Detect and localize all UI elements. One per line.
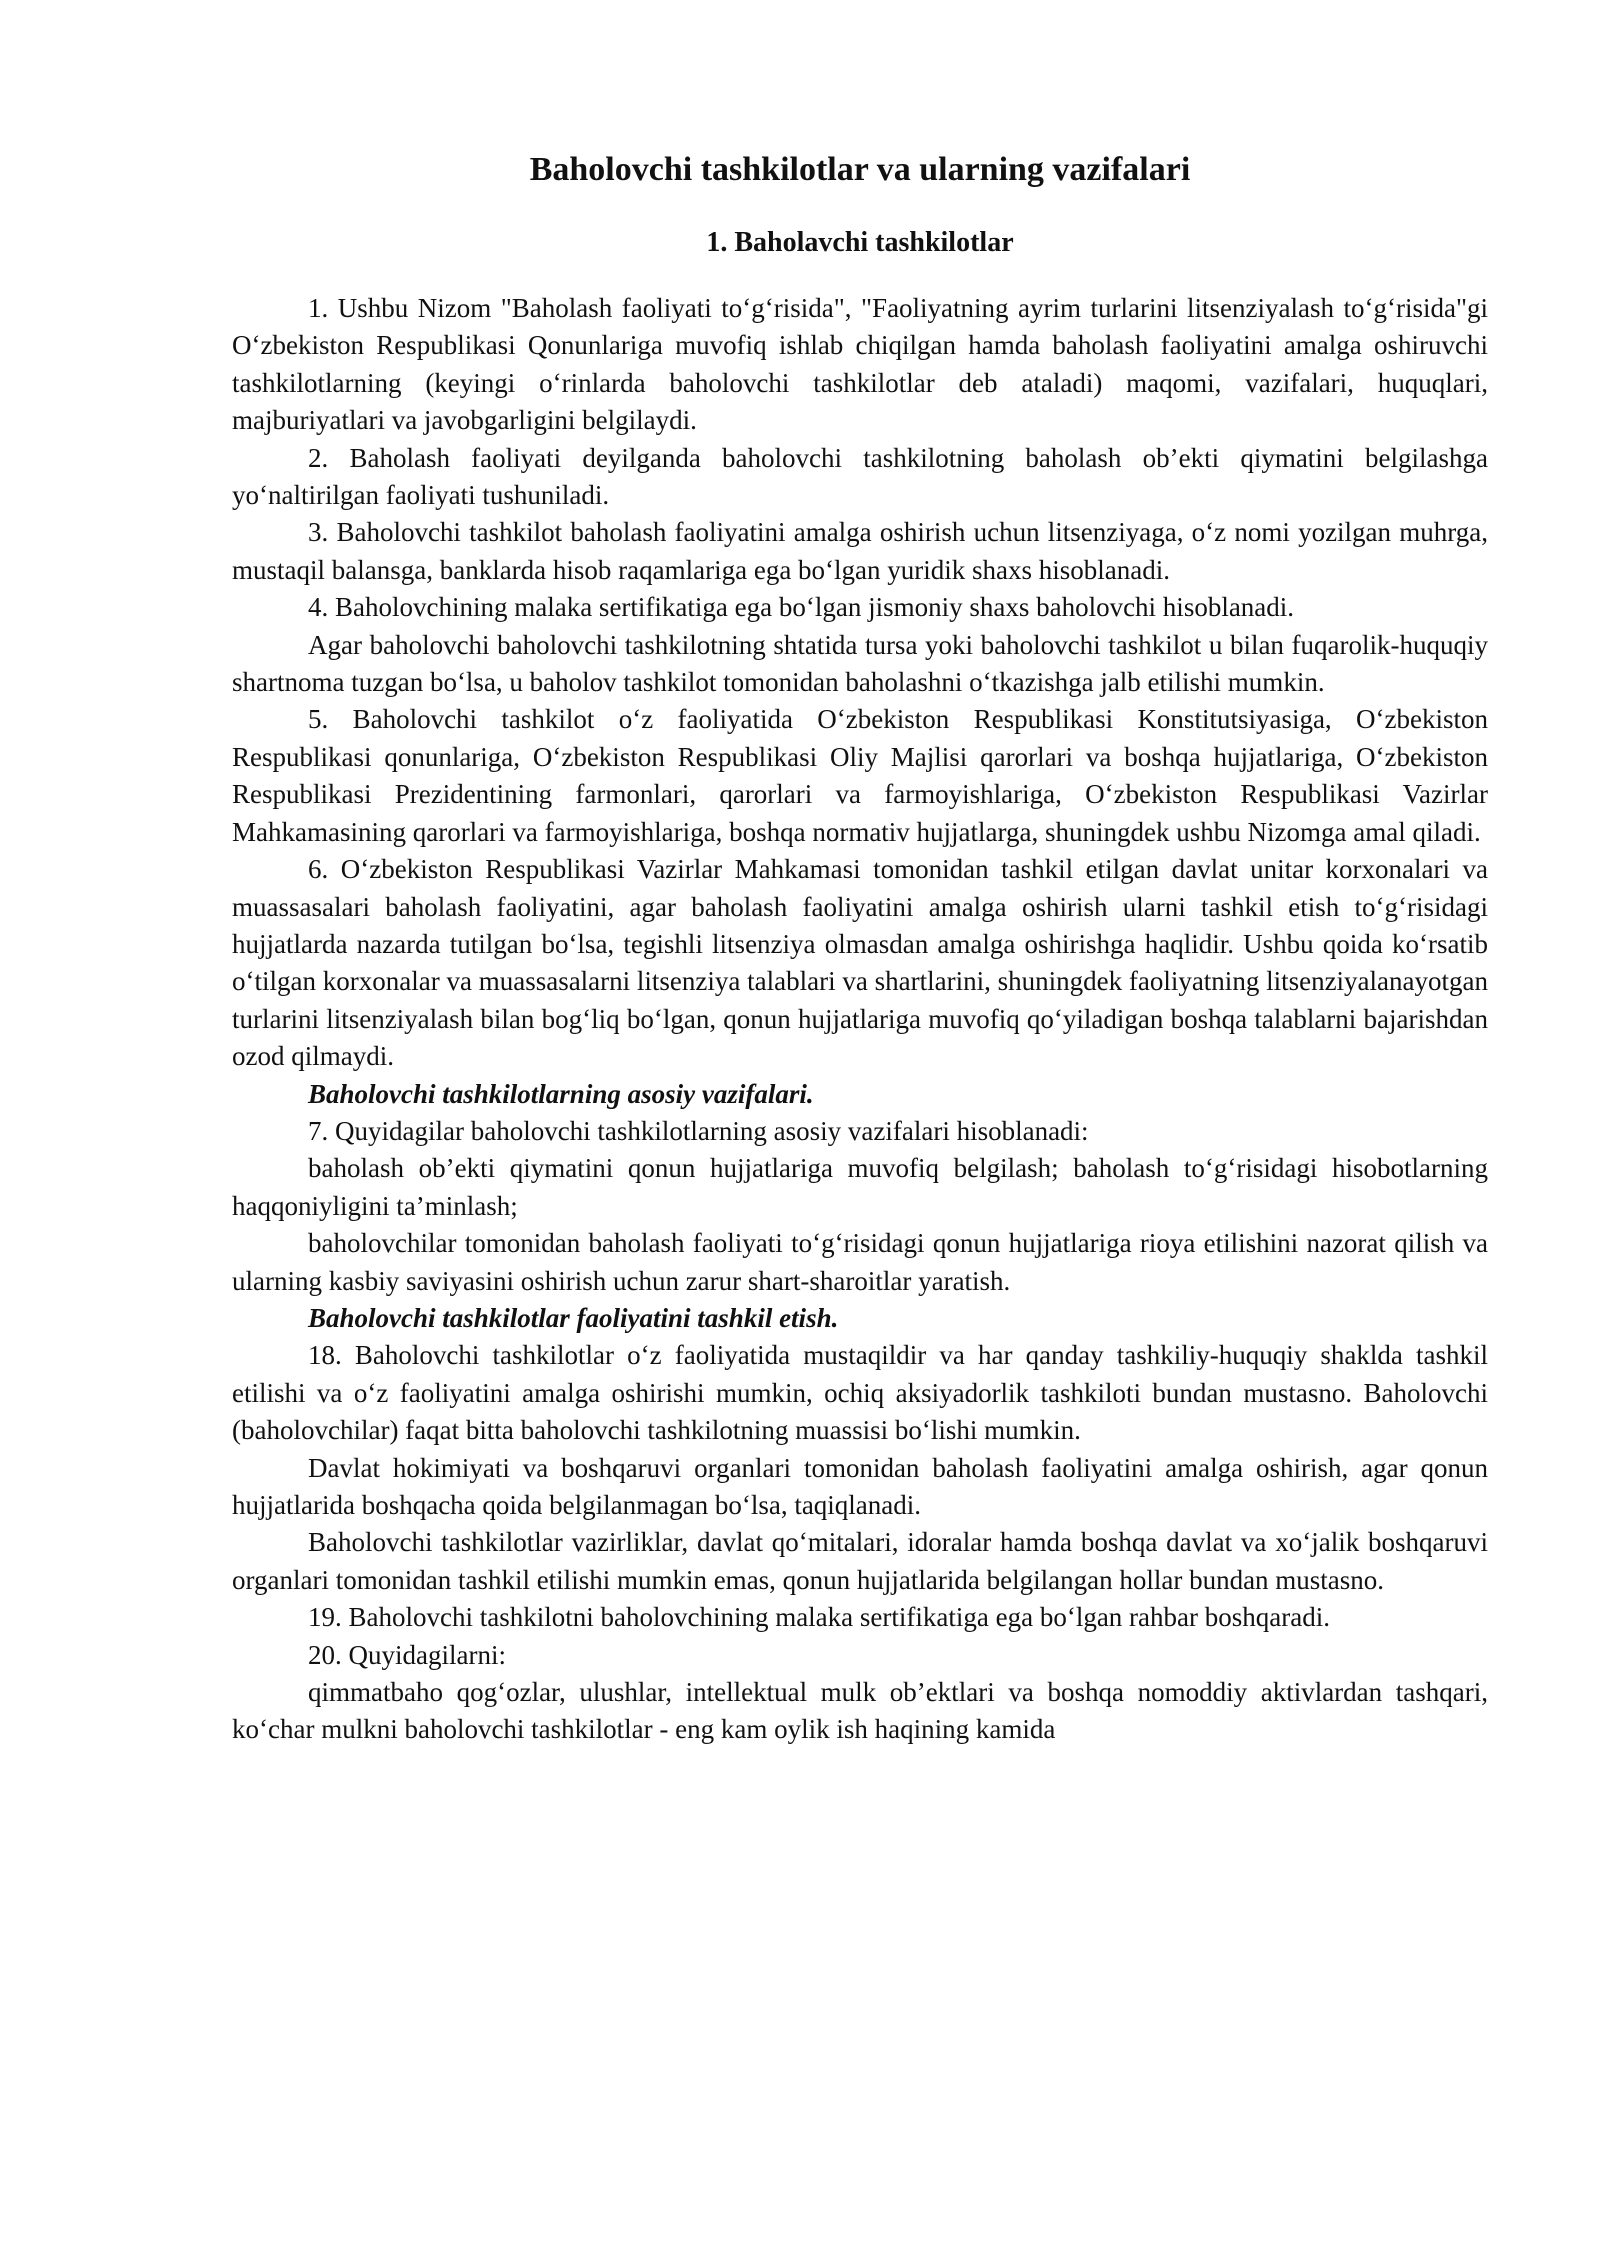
paragraph: 4. Baholovchining malaka sertifikatiga ega bo‘lgan jismoniy shaxs baholovchi hisoblanadi.: [308, 592, 1295, 623]
paragraph: 7. Quyidagilar baholovchi tashkilotlarning asosiy vazifalari hisoblanadi:: [308, 1115, 1089, 1146]
subheading: Baholovchi tashkilotlar faoliyatini tashkil etish.: [308, 1302, 839, 1333]
paragraph: 5. Baholovchi tashkilot o‘z faoliyatida O‘zbekiston Respublikasi Konstitutsiyasiga, O‘zbekiston Respublikasi qonunlariga, O‘zbekiston Respublikasi Oliy Majlisi qarorlari va boshqa hujjatlariga, O‘zbekiston Respublikasi Prezidentining farmonlari, qarorlari va farmoyishlariga, O‘zbekiston Respublikasi Vazirlar Mahkamasining qarorlari va farmoyishlariga, boshqa normativ hujjatlarga, shuningdek ushbu Nizomga amal qiladi.: [232, 704, 1488, 847]
subheading: Baholovchi tashkilotlarning asosiy vazifalari.: [308, 1078, 814, 1109]
paragraph: Baholovchi tashkilotlar vazirliklar, davlat qo‘mitalari, idoralar hamda boshqa davlat va xo‘jalik boshqaruvi organlari tomonidan tashkil etilishi mumkin emas, qonun hujjatlarida belgilangan hollar bundan mustasno.: [232, 1527, 1488, 1595]
section-title: 1. Baholavchi tashkilotlar: [706, 227, 1014, 258]
document-title: Baholovchi tashkilotlar va ularning vazifalari: [529, 151, 1191, 188]
paragraph: 3. Baholovchi tashkilot baholash faoliyatini amalga oshirish uchun litsenziyaga, o‘z nomi yozilgan muhrga, mustaqil balansga, banklarda hisob raqamlariga ega bo‘lgan yuridik shaxs hisoblanadi.: [232, 517, 1488, 585]
paragraph: 20. Quyidagilarni:: [308, 1639, 506, 1670]
document-page: [232, 150, 1488, 1749]
paragraph: 19. Baholovchi tashkilotni baholovchining malaka sertifikatiga ega bo‘lgan rahbar boshqaradi.: [308, 1602, 1330, 1633]
document-body: [232, 290, 1488, 1749]
paragraph: 2. Baholash faoliyati deyilganda baholovchi tashkilotning baholash ob’ekti qiymatini belgilashga yo‘naltirilgan faoliyati tushuniladi.: [232, 442, 1488, 511]
paragraph: Agar baholovchi baholovchi tashkilotning shtatida tursa yoki baholovchi tashkilot u bilan fuqarolik-huquqiy shartnoma tuzgan bo‘lsa, u baholov tashkilot tomonidan baholashni o‘tkazishga jalb etilishi mumkin.: [232, 629, 1488, 698]
paragraph: 18. Baholovchi tashkilotlar o‘z faoliyatida mustaqildir va har qanday tashkiliy-huquqiy shaklda tashkil etilishi va o‘z faoliyatini amalga oshirishi mumkin, ochiq aksiyadorlik tashkiloti bundan mustasno. Baholovchi (baholovchilar) faqat bitta baholovchi tashkilotning muassisi bo‘lishi mumkin.: [232, 1340, 1488, 1446]
paragraph: 6. O‘zbekiston Respublikasi Vazirlar Mahkamasi tomonidan tashkil etilgan davlat unitar korxonalari va muassasalari baholash faoliyatini, agar baholash faoliyatini amalga oshirish ularni tashkil etish to‘g‘risidagi hujjatlarda nazarda tutilgan bo‘lsa, tegishli litsenziya olmasdan amalga oshirishga haqlidir. Ushbu qoida ko‘rsatib o‘tilgan korxonalar va muassasalarni litsenziya talablari va shartlarini, shuningdek faoliyatning litsenziyalanayotgan turlarini litsenziyalash bilan bog‘liq bo‘lgan, qonun hujjatlariga muvofiq qo‘yiladigan boshqa talablarni bajarishdan ozod qilmaydi.: [232, 854, 1488, 1072]
paragraph: baholovchilar tomonidan baholash faoliyati to‘g‘risidagi qonun hujjatlariga rioya etilishini nazorat qilish va ularning kasbiy saviyasini oshirish uchun zarur shart-sharoitlar yaratish.: [232, 1228, 1488, 1296]
paragraph: baholash ob’ekti qiymatini qonun hujjatlariga muvofiq belgilash; baholash to‘g‘risidagi hisobotlarning haqqoniyligini ta’minlash;: [232, 1153, 1488, 1221]
paragraph: Davlat hokimiyati va boshqaruvi organlari tomonidan baholash faoliyatini amalga oshirish, agar qonun hujjatlarida boshqacha qoida belgilanmagan bo‘lsa, taqiqlanadi.: [232, 1452, 1488, 1520]
paragraph: 1. Ushbu Nizom "Baholash faoliyati to‘g‘risida", "Faoliyatning ayrim turlarini litsenziyalash to‘g‘risida"gi O‘zbekiston Respublikasi Qonunlariga muvofiq ishlab chiqilgan hamda baholash faoliyatini amalga oshiruvchi tashkilotlarning (keyingi o‘rinlarda baholovchi tashkilotlar deb ataladi) maqomi, vazifalari, huquqlari, majburiyatlari va javobgarligini belgilaydi.: [232, 293, 1488, 436]
paragraph: qimmatbaho qog‘ozlar, ulushlar, intellektual mulk ob’ektlari va boshqa nomoddiy aktivlardan tashqari, ko‘char mulkni baholovchi tashkilotlar - eng kam oylik ish haqining kamida: [232, 1677, 1488, 1745]
